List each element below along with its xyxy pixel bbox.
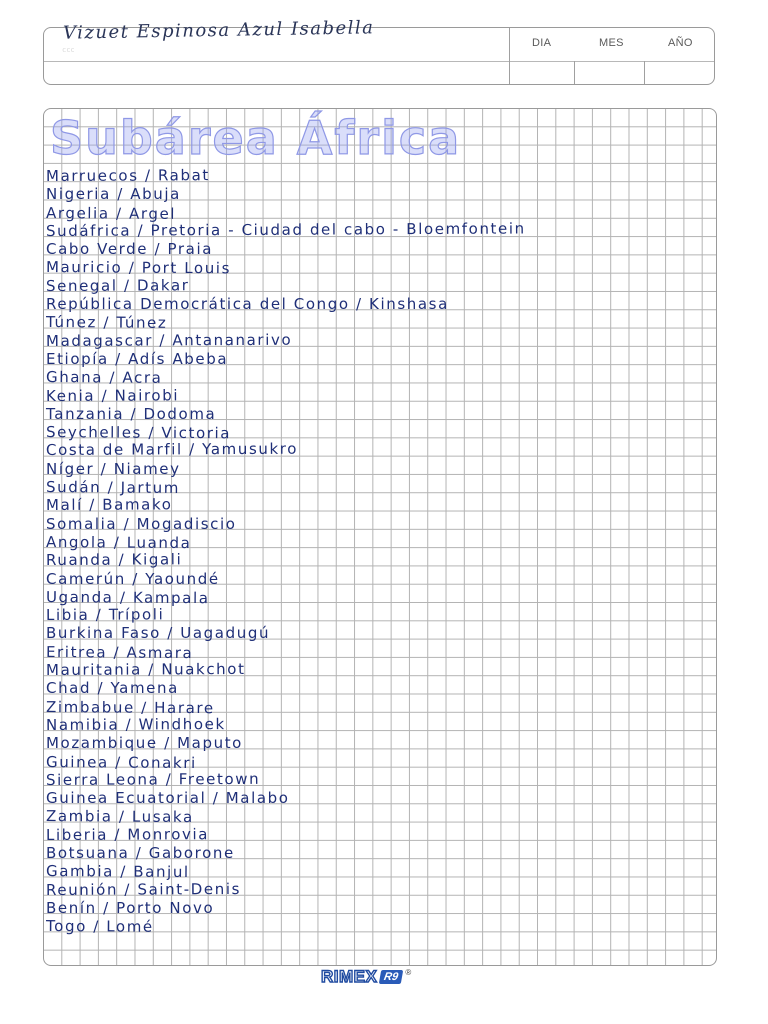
list-item: Mauricio / Port Louis	[45, 258, 232, 278]
faint-mark: ccc	[62, 46, 75, 54]
list-item: Madagascar / Antananarivo	[45, 330, 293, 350]
list-item: Marruecos / Rabat	[45, 166, 210, 185]
list-item: Cabo Verde / Praia	[46, 240, 214, 259]
date-divider	[574, 61, 575, 84]
month-label: MES	[599, 37, 624, 49]
list-item: Reunión / Saint-Denis	[45, 879, 242, 899]
list-item: Libia / Trípoli	[45, 605, 165, 625]
list-item: Ghana / Acra	[45, 368, 163, 388]
list-item: Sudáfrica / Pretoria - Ciudad del cabo - Bloemfontein	[45, 219, 526, 240]
list-item: Namibia / Windhoek	[45, 714, 226, 734]
list-item: Eritrea / Asmara	[45, 642, 194, 662]
list-item: República Democrática del Congo / Kinshasa	[46, 295, 449, 314]
list-item: Guinea Ecuatorial / Malabo	[46, 789, 290, 808]
list-item: Seychelles / Victoria	[45, 423, 232, 443]
list-item: Mauritania / Nuakchot	[45, 659, 246, 680]
brand-badge: R9	[379, 970, 404, 984]
list-item: Somalia / Mogadiscio	[46, 514, 237, 533]
list-item: Sudán / Jartum	[45, 478, 181, 497]
sheet-title: Subárea África	[50, 111, 462, 165]
list-item: Ruanda / Kigali	[45, 550, 183, 570]
list-item: Benín / Porto Novo	[46, 898, 215, 917]
year-label: AÑO	[668, 37, 693, 49]
header-writing-line	[44, 61, 714, 62]
list-item: Níger / Niamey	[46, 459, 181, 478]
list-item: Zimbabue / Harare	[45, 697, 215, 717]
list-item: Costa de Marfil / Yamusukro	[45, 440, 299, 460]
list-item: Nigeria / Abuja	[46, 185, 181, 204]
grid-sheet	[43, 108, 717, 966]
list-item: Uganda / Kampala	[45, 587, 210, 607]
brand-name: RIMEX	[321, 967, 378, 986]
list-item: Zambia / Lusaka	[45, 807, 194, 827]
list-item: Gambia / Banjul	[45, 862, 190, 882]
list-item: Angola / Luanda	[45, 532, 192, 552]
entries-list	[46, 167, 716, 935]
date-divider	[509, 28, 510, 84]
list-item: Tanzania / Dodoma	[46, 404, 217, 423]
registered-mark: ®	[405, 968, 412, 977]
list-item: Botsuana / Gaborone	[46, 843, 235, 862]
list-item: Sierra Leona / Freetown	[45, 769, 261, 789]
list-item: Senegal / Dakar	[45, 276, 190, 295]
list-item: Chad / Yamena	[46, 679, 179, 698]
list-item: Argelia / Argel	[45, 203, 177, 223]
list-item: Camerún / Yaoundé	[46, 569, 220, 588]
brand-logo	[321, 966, 411, 988]
list-item: Guinea / Conakri	[45, 752, 197, 772]
list-item: Burkina Faso / Uagadugú	[46, 624, 271, 643]
list-item: Mozambique / Maputo	[46, 734, 243, 753]
list-item: Togo / Lomé	[45, 917, 154, 936]
student-name: Vizuet Espinosa Azul Isabella	[62, 17, 375, 44]
day-label: DIA	[532, 37, 552, 49]
list-item: Túnez / Túnez	[45, 313, 168, 333]
list-item: Malí / Bamako	[45, 495, 173, 515]
list-item: Etiopía / Adís Abeba	[46, 349, 229, 368]
date-divider	[644, 61, 645, 84]
list-item: Kenia / Nairobi	[45, 385, 180, 405]
list-item: Liberia / Monrovia	[45, 824, 210, 844]
